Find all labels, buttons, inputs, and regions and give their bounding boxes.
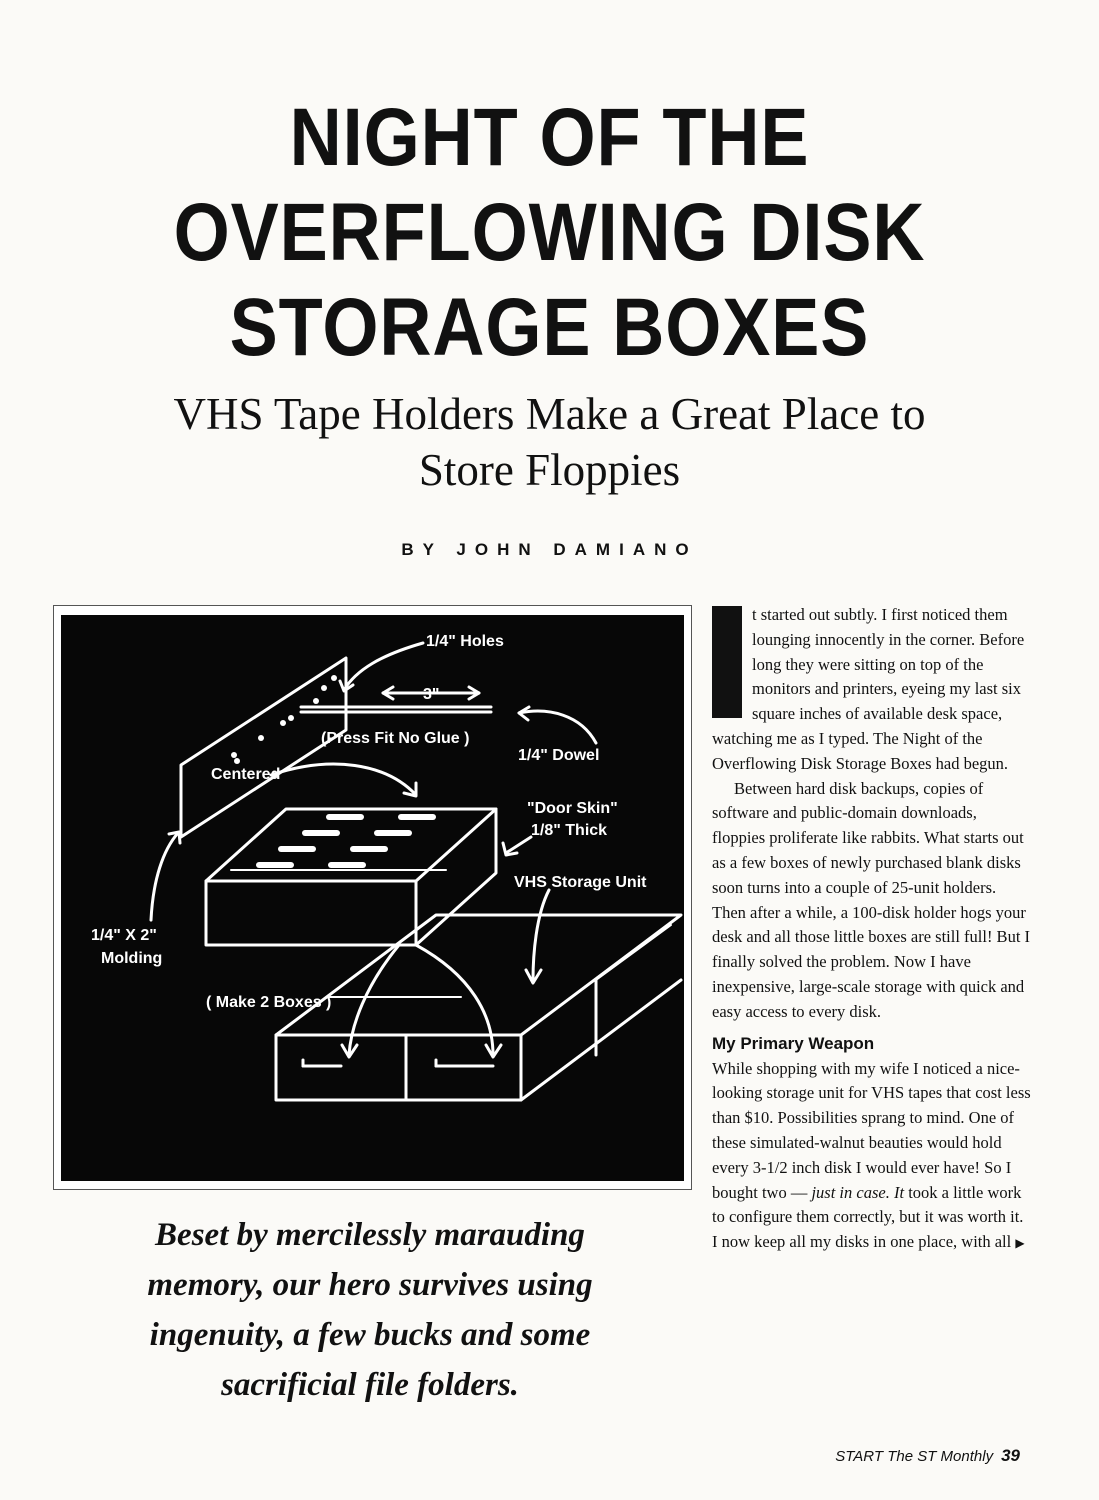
label-thickness: 1/8" Thick (531, 822, 608, 839)
label-molding-size: 1/4" X 2" (91, 927, 157, 944)
body-paragraph-1 (712, 603, 1032, 777)
continue-arrow-icon: ▶ (1015, 1236, 1025, 1251)
assembly-diagram (61, 615, 684, 1181)
publication-name: START The ST Monthly (835, 1448, 994, 1465)
label-door-skin: "Door Skin" (527, 800, 618, 817)
paragraph-text: t started out subtly. I first noticed them lounging innocently in the corner. Before long they were sitting on top of the monitors and printers, eyeing my last six square inches of available desk space, watching me as I typed. The Night of the Overflowing Disk Storage Boxes had begun. (712, 605, 1025, 773)
paragraph-text: While shopping with my wife I noticed a nice-looking storage unit for VHS tapes that cost less than $10. Possibilities sprang to mind. One of these simulated-walnut beauties would hold every 3-1/2 inch disk I would ever have! So I bought two — (712, 1058, 1031, 1202)
diagram-figure (53, 605, 692, 1190)
title-line-1: NIGHT OF THE (289, 92, 810, 183)
label-vhs-unit: VHS Storage Unit (514, 874, 647, 891)
label-holes: 1/4" Holes (426, 633, 504, 650)
body-paragraph-2: Between hard disk backups, copies of software and public-domain downloads, floppies proliferate like rabbits. What starts out as a few boxes of newly purchased blank disks soon turns into a couple of 25-unit holders. Then after a while, a 100-disk holder hogs your desk and all those little boxes are still full! But I finally solved the problem. Now I have inexpensive, large-scale storage with quick and easy access to every disk. (712, 778, 1031, 1021)
emphasis-text: It (893, 1182, 905, 1202)
pull-quote-line: ingenuity, a few bucks and some (149, 1317, 591, 1353)
label-make-boxes: ( Make 2 Boxes ) (206, 994, 332, 1011)
pull-quote-line: sacrificial file folders. (221, 1367, 519, 1403)
pull-quote-line: Beset by mercilessly marauding (155, 1217, 585, 1253)
label-length: 3" (423, 686, 440, 703)
subtitle-line-1: VHS Tape Holders Make a Great Place to (173, 389, 926, 439)
page-number: 39 (1001, 1446, 1020, 1465)
subtitle-line-2: Store Floppies (418, 445, 681, 495)
label-centered: Centered (211, 766, 281, 783)
subheading: My Primary Weapon (712, 1033, 875, 1053)
title-line-2: OVERFLOWING DISK (173, 187, 926, 278)
page-footer (0, 1446, 1020, 1466)
pull-quote-line: memory, our hero survives using (147, 1267, 593, 1303)
byline: BY JOHN DAMIANO (401, 540, 698, 559)
body-column (712, 603, 1032, 1256)
pull-quote (65, 1210, 675, 1410)
label-molding: Molding (101, 950, 163, 967)
emphasis-text: just in case. (811, 1182, 890, 1202)
label-dowel: 1/4" Dowel (518, 747, 600, 764)
paragraph-text: took a little work to configure them correctly, but it was worth it. I now keep all my disks in one place, with all (712, 1182, 1024, 1252)
title-line-3: STORAGE BOXES (229, 282, 870, 373)
label-press-fit: (Press Fit No Glue ) (321, 730, 470, 747)
drop-cap (712, 606, 742, 718)
body-paragraph-3 (712, 1057, 1032, 1256)
